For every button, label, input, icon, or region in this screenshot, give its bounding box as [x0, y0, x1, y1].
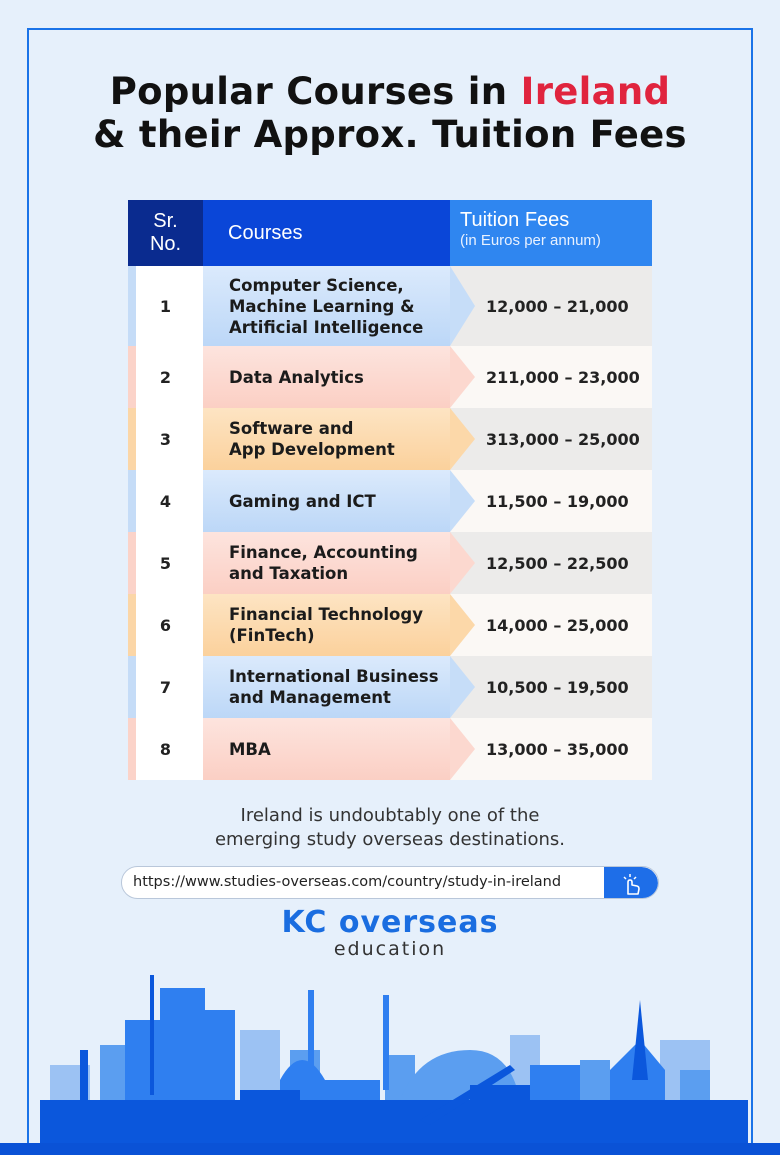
tuition-fee: 14,000 – 25,000 [450, 594, 652, 656]
table-row [128, 346, 652, 408]
course-name-lines [229, 275, 423, 338]
row-color-edge [128, 718, 136, 780]
course-name [203, 718, 450, 780]
table-row [128, 718, 652, 780]
city-skyline-illustration [40, 970, 748, 1143]
course-name-line: Finance, Accounting [229, 543, 418, 562]
course-arrow-shape [450, 532, 475, 594]
course-arrow-shape [450, 266, 475, 346]
row-color-edge [128, 408, 136, 470]
course-name-lines [229, 739, 271, 760]
course-name-lines [229, 367, 364, 388]
row-number [128, 470, 203, 532]
course-name-line: MBA [229, 739, 271, 759]
tuition-fee: 11,500 – 19,000 [450, 470, 652, 532]
row-color-edge [128, 532, 136, 594]
title-prefix: Popular Courses in [109, 70, 521, 113]
table-row [128, 594, 652, 656]
course-name-line: Software and [229, 419, 354, 438]
row-number-text: 6 [159, 615, 172, 635]
tagline-line-2: emerging study overseas destinations. [214, 829, 566, 850]
course-arrow-shape [450, 470, 475, 532]
header-fees-title: Tuition Fees [460, 209, 570, 231]
row-color-edge [128, 470, 136, 532]
header-sr-line2: No. [149, 233, 182, 255]
title-line-2: & their Approx. Tuition Fees [93, 113, 687, 156]
course-name-lines [229, 491, 376, 512]
course-name-line: (FinTech) [229, 626, 315, 645]
tagline [0, 804, 780, 852]
course-name-line: Data Analytics [229, 367, 364, 387]
course-name-line: Machine Learning & [229, 296, 415, 316]
tagline-line-1: Ireland is undoubtably one of the [240, 805, 540, 826]
tuition-fee: 12,500 – 22,500 [450, 532, 652, 594]
title-accent: Ireland [520, 70, 671, 113]
header-sr-line1: Sr. [153, 210, 178, 232]
course-arrow-shape [450, 718, 475, 780]
table-body [128, 266, 652, 780]
course-name [203, 656, 450, 718]
course-name-line: Financial Technology [229, 605, 423, 624]
course-name-line: Gaming and ICT [229, 491, 376, 511]
course-name-lines [229, 666, 439, 708]
course-name-line: Artificial Intelligence [229, 317, 424, 337]
tuition-fee: 313,000 – 25,000 [450, 408, 652, 470]
row-number-text: 1 [159, 296, 172, 316]
tuition-fee: 211,000 – 23,000 [450, 346, 652, 408]
row-number [128, 594, 203, 656]
table-row [128, 532, 652, 594]
pointer-hand-icon [620, 872, 642, 896]
table-header [128, 200, 652, 266]
course-name-line: and Management [229, 688, 391, 707]
footer-bar [0, 1143, 780, 1155]
course-name-lines [229, 542, 418, 584]
course-arrow-shape [450, 408, 475, 470]
tuition-fee: 12,000 – 21,000 [450, 266, 652, 346]
header-fees [450, 200, 652, 266]
row-number [128, 408, 203, 470]
row-number-text: 3 [159, 429, 172, 449]
row-number [128, 346, 203, 408]
course-arrow-shape [450, 346, 475, 408]
row-color-edge [128, 266, 136, 346]
row-number-text: 8 [159, 739, 172, 759]
course-name-lines [229, 418, 395, 460]
course-name [203, 594, 450, 656]
url-text[interactable]: https://www.studies-overseas.com/country/study-in-ireland [133, 874, 562, 890]
tuition-fee: 13,000 – 35,000 [450, 718, 652, 780]
header-courses: Courses [203, 200, 450, 266]
row-number-text: 5 [159, 553, 172, 573]
course-name [203, 266, 450, 346]
table-row [128, 266, 652, 346]
courses-table [128, 200, 652, 780]
row-color-edge [128, 346, 136, 408]
row-number [128, 656, 203, 718]
brand-logo-subtitle: education [333, 938, 447, 960]
url-go-button[interactable] [604, 867, 658, 899]
brand-logo: KC overseas [281, 905, 499, 940]
table-row [128, 408, 652, 470]
title-line-1 [0, 70, 780, 113]
course-name-line: and Taxation [229, 564, 349, 583]
course-name-line: International Business [229, 667, 439, 686]
row-color-edge [128, 656, 136, 718]
table-row [128, 656, 652, 718]
row-number [128, 532, 203, 594]
course-name [203, 470, 450, 532]
row-number-text: 7 [159, 677, 172, 697]
url-bar[interactable] [121, 866, 659, 899]
row-number [128, 718, 203, 780]
course-arrow-shape [450, 594, 475, 656]
row-number-text: 2 [159, 367, 172, 387]
row-number-text: 4 [159, 491, 172, 511]
course-name [203, 408, 450, 470]
header-sr-no [128, 200, 203, 266]
course-name-lines [229, 604, 423, 646]
course-name-line: Computer Science, [229, 275, 404, 295]
row-color-edge [128, 594, 136, 656]
header-fees-unit: (in Euros per annum) [460, 232, 601, 249]
course-arrow-shape [450, 656, 475, 718]
page-title [0, 70, 780, 156]
course-name-line: App Development [229, 440, 395, 459]
tuition-fee: 10,500 – 19,500 [450, 656, 652, 718]
row-number [128, 266, 203, 346]
course-name [203, 346, 450, 408]
course-name [203, 532, 450, 594]
table-row [128, 470, 652, 532]
